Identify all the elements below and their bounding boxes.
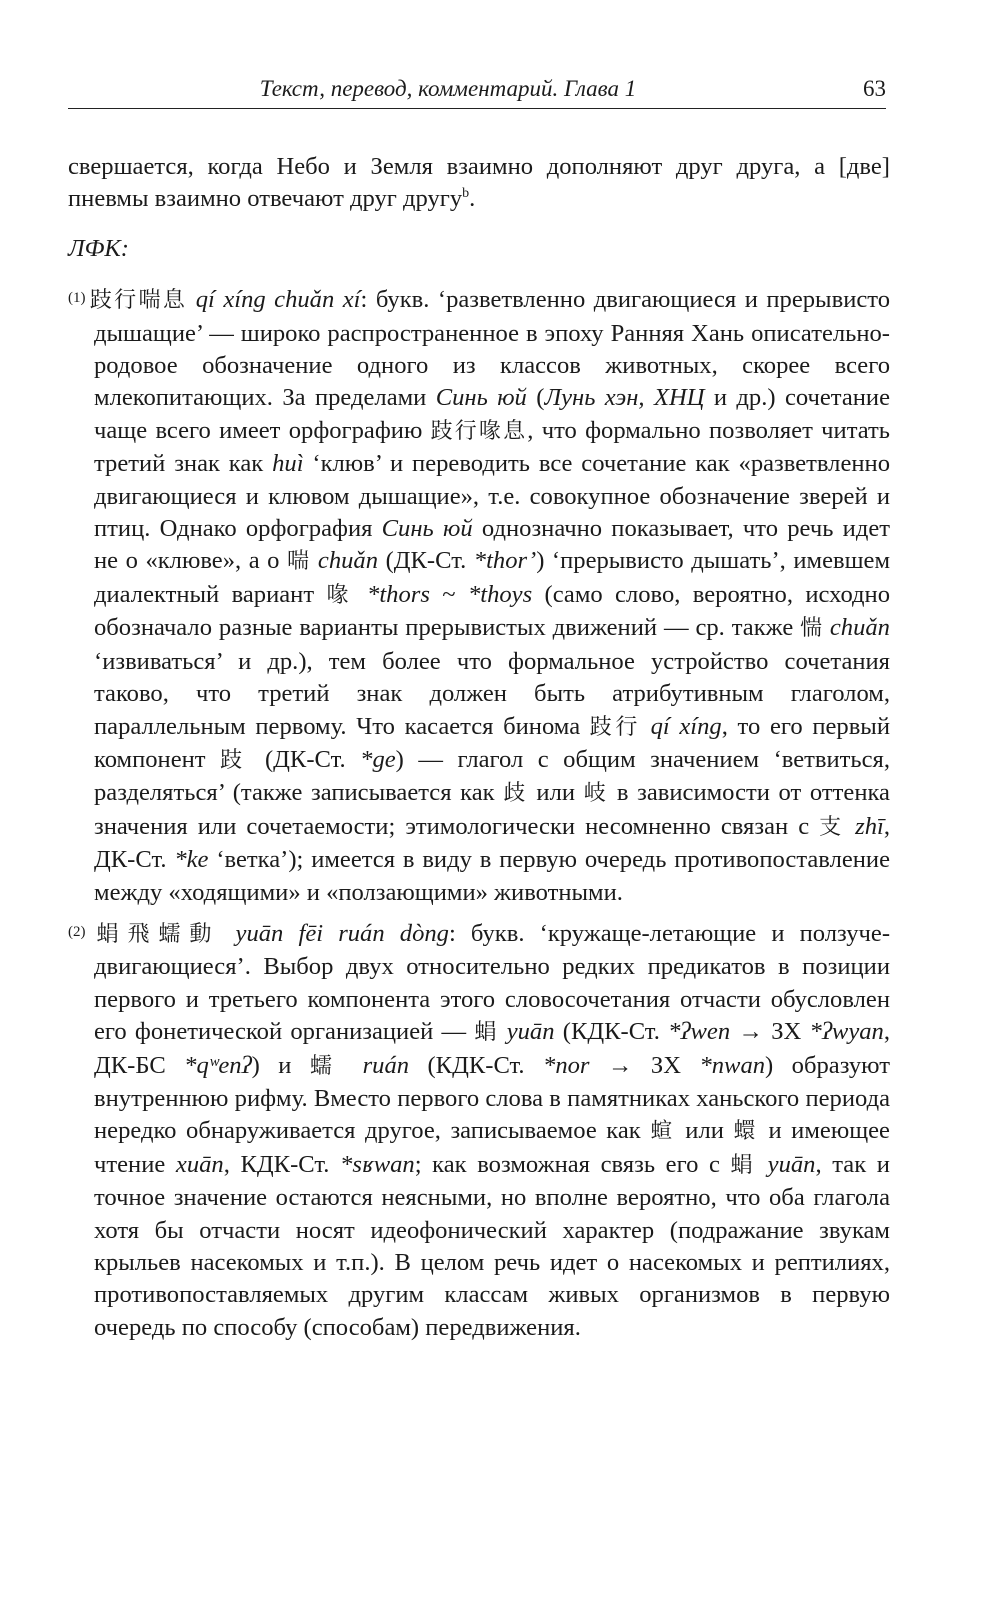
lead-end: . xyxy=(469,185,476,213)
running-head xyxy=(68,74,886,109)
commentary-note-1 xyxy=(68,282,891,909)
text-run: , ДК-Ст. xyxy=(94,812,890,874)
lead-text: свершается, когда Небо и Земля взаимно дополняют друг друга, а [две] пневмы взаимно отвечают друг другу xyxy=(68,153,890,213)
italic-term: Синь юй xyxy=(381,515,473,543)
text-run: , то его первый компонент xyxy=(94,712,890,773)
text-run: ; как возможная связь его с xyxy=(414,1150,731,1178)
text-run xyxy=(310,547,318,574)
italic-term: *nwan xyxy=(699,1051,766,1079)
text-run: (КДК-Ст. xyxy=(409,1051,544,1079)
note-number: (2) xyxy=(68,923,86,940)
text-run: ) и xyxy=(251,1051,310,1079)
italic-term: zhī xyxy=(855,812,884,840)
italic-term: *ke xyxy=(174,846,209,874)
footnote-mark: b xyxy=(462,186,470,202)
italic-term: chuǎn xyxy=(317,547,379,575)
italic-term: yuān xyxy=(506,1018,555,1046)
italic-term: qí xíng chuǎn xí xyxy=(195,286,361,314)
italic-term: *nor xyxy=(543,1051,590,1079)
chinese-characters: 蠉 xyxy=(733,1119,759,1145)
italic-term: *thors xyxy=(367,580,430,608)
chinese-characters: 蜎 xyxy=(474,1020,499,1046)
italic-term: qí xíng xyxy=(650,712,722,740)
note-body xyxy=(88,286,891,905)
chinese-characters: 蠕 xyxy=(309,1053,345,1079)
text-run: или xyxy=(675,1117,734,1145)
chinese-characters: 跂行喘息 xyxy=(87,288,188,314)
italic-term: Лунь хэн, ХНЦ xyxy=(544,384,705,412)
text-run: , что формально позволяет читать третий знак как xyxy=(94,416,890,478)
text-run: однозначно показывает, что речь идет не о «клюве», а о xyxy=(94,515,890,575)
text-run: (ДК-Ст. xyxy=(250,745,361,773)
italic-term: Синь юй xyxy=(435,384,527,412)
text-run: ‘клюв’ и переводить все сочетание как «разветвленно двигающиеся и клювом дышащие», т.е. совокупное обозначение зверей и птиц. Однако орфография xyxy=(94,450,890,543)
chinese-characters: 支 xyxy=(819,814,846,840)
italic-term: *sʁwan xyxy=(340,1150,415,1178)
text-run xyxy=(498,1018,506,1045)
text-run: → ЗХ xyxy=(589,1051,700,1079)
text-run: (ДК-Ст. xyxy=(378,547,474,575)
text-run: (КДК-Ст. xyxy=(554,1018,669,1046)
text-run: и имеющее чтение xyxy=(94,1117,890,1178)
text-run: или xyxy=(527,779,584,807)
italic-term: *ʔwyan xyxy=(809,1018,884,1046)
text-run xyxy=(187,286,196,313)
italic-term: huì xyxy=(272,450,304,478)
text-run: , так и точное значение остаются неясными, но вполне вероятно, что оба глагола хотя бы отчасти носят идеофонический характер (подражание звукам крыльев насекомых и т.п.). В целом речь идет о насекомых и рептилиях, противопоставляемых другим классам живых организмов в первую очередь по способу (способам) передвижения. xyxy=(94,1150,890,1341)
text-run xyxy=(344,1052,362,1079)
text-run: , ДК-БС xyxy=(94,1018,890,1079)
text-run xyxy=(355,581,367,608)
text-run xyxy=(823,614,830,641)
italic-term: *ʔwen xyxy=(668,1018,731,1046)
text-run: и др.) сочетание чаще всего имеет орфографию xyxy=(94,384,891,444)
chinese-characters: 惴 xyxy=(800,616,823,642)
chinese-characters: 喘 xyxy=(286,549,311,575)
italic-term: yuān xyxy=(767,1150,816,1178)
text-run: (само слово, вероятно, исходно обозначало разные варианты прерывистых движений — ср. также xyxy=(94,580,891,642)
note-number: (1) xyxy=(68,290,86,307)
text-run xyxy=(845,813,855,840)
text-run: , КДК-Ст. xyxy=(223,1150,341,1178)
text-run: ( xyxy=(526,384,545,412)
body-text xyxy=(68,151,890,1351)
italic-term: yuān fēi ruán dòng xyxy=(235,919,449,947)
chinese-characters: 蝖 xyxy=(650,1119,676,1145)
text-run xyxy=(220,920,235,947)
note-body xyxy=(88,920,891,1341)
text-run: ) образуют внутреннюю рифму. Вместо первого слова в памятниках ханьского периода нередко обнаруживается другое, записываемое как xyxy=(94,1051,890,1145)
chinese-characters: 跂行 xyxy=(589,714,641,740)
text-run: ) ‘прерывисто дышать’, имевшем диалектный вариант xyxy=(94,547,891,608)
italic-term: chuǎn xyxy=(829,614,890,642)
text-run: : букв. ‘кружаще-летающие и ползуче-двигающиеся’. Выбор двух относительно редких предикатов в позиции первого и третьего компонента этого словосочетания отчасти обусловлен его фонетической организацией — xyxy=(94,919,891,1046)
text-run xyxy=(641,713,651,740)
italic-term: xuān xyxy=(175,1150,224,1178)
section-label: ЛФК: xyxy=(68,234,129,262)
italic-term: *qʷenʔ xyxy=(184,1051,252,1079)
commentary-note-2 xyxy=(68,916,891,1344)
italic-term: *thoys xyxy=(467,580,533,608)
italic-term: *ge xyxy=(360,745,396,773)
running-title: Текст, перевод, комментарий. Глава 1 xyxy=(259,76,637,101)
chinese-characters: 岐 xyxy=(583,781,609,807)
chinese-characters: 跂 xyxy=(220,747,251,773)
chinese-characters: 蜎飛蠕動 xyxy=(87,921,221,947)
text-run: ‘ветка’); имеется в виду в первую очередь противопоставление между «ходящими» и «ползающими» животными. xyxy=(94,846,890,906)
lead-paragraph xyxy=(68,151,890,216)
italic-term: *thor’ xyxy=(473,547,537,575)
text-run: в зависимости от оттенка значения или сочетаемости; этимологически несомненно связан с xyxy=(94,779,890,840)
page-number: 63 xyxy=(863,76,886,101)
text-run: ~ xyxy=(429,580,468,608)
chinese-characters: 蜎 xyxy=(730,1152,758,1178)
italic-term: ruán xyxy=(362,1051,410,1079)
text-run xyxy=(757,1151,768,1178)
chinese-characters: 歧 xyxy=(503,781,528,807)
text-run: → ЗХ xyxy=(730,1018,810,1046)
chinese-characters: 跂行喙息 xyxy=(430,418,528,444)
text-run: ) — глагол с общим значением ‘ветвиться, разделяться’ (также записывается как xyxy=(94,745,891,807)
text-run: ‘извиваться’ и др.), тем более что формальное устройство сочетания таково, что третий знак должен быть атрибутивным глаголом, параллельным первому. Что касается бинома xyxy=(94,647,890,740)
text-run: : букв. ‘разветвленно двигающиеся и прерывисто дышащие’ — широко распространенное в эпоху Ранняя Хань описательно-родовое обозначение одного из классов животных, скорее всего млекопитающих. За пределами xyxy=(94,286,890,412)
chinese-characters: 喙 xyxy=(326,582,355,608)
